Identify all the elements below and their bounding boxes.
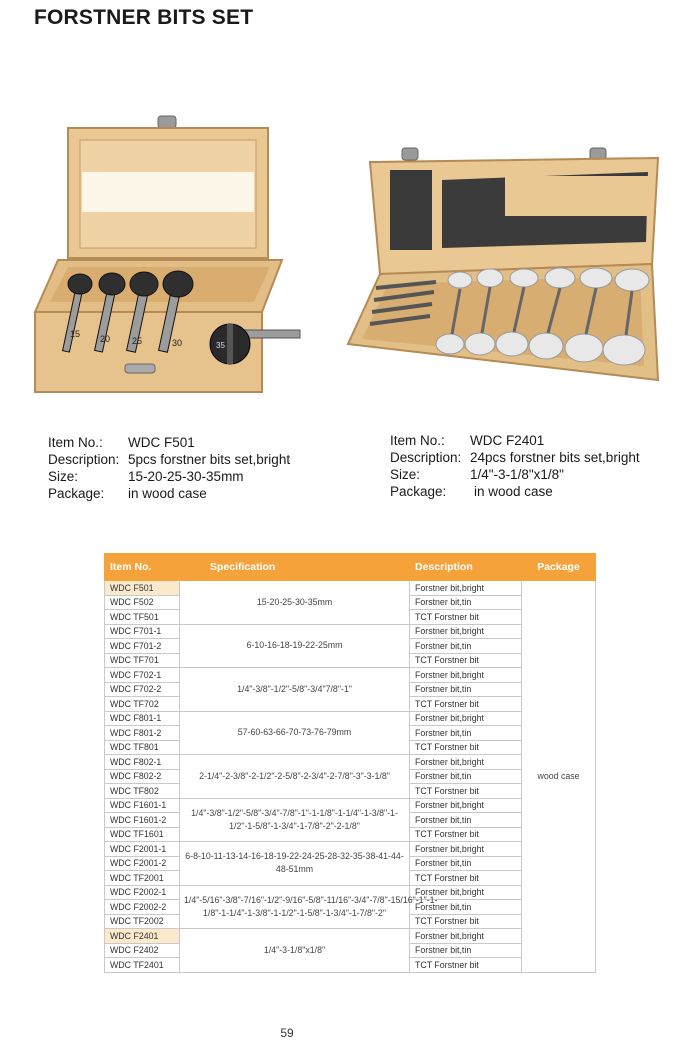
specification-cell: 1/4"-3/8"-1/2"-5/8"-3/4"7/8"-1" bbox=[180, 668, 410, 712]
product-info-f501 bbox=[48, 434, 290, 502]
description-cell: TCT Forstner bit bbox=[410, 610, 522, 625]
description-cell: Forstner bit,tin bbox=[410, 726, 522, 741]
description-cell: Forstner bit,tin bbox=[410, 769, 522, 784]
header-item-no: Item No. bbox=[105, 554, 180, 581]
description-value: 24pcs forstner bits set,bright bbox=[470, 450, 640, 465]
specification-cell: 2-1/4"-2-3/8"-2-1/2"-2-5/8"-2-3/4"-2-7/8"-3"-3-1/8" bbox=[180, 755, 410, 799]
description-cell: Forstner bit,bright bbox=[410, 842, 522, 857]
description-cell: TCT Forstner bit bbox=[410, 784, 522, 799]
bit-label-30: 30 bbox=[172, 338, 183, 348]
size-label: Size: bbox=[48, 469, 79, 484]
specification-cell: 1/4"-5/16"-3/8"-7/16"-1/2"-9/16"-5/8"-11/16"-3/4"-7/8"-15/16"-1"-1-1/8"-1-1/4"-1-3/8"-1-1/2"-1-5/8"-1-3/4"-1-7/8"-2" bbox=[180, 885, 410, 929]
size-label: Size: bbox=[390, 467, 421, 482]
description-cell: Forstner bit,bright bbox=[410, 798, 522, 813]
bit-label-25: 25 bbox=[132, 336, 143, 346]
specification-cell: 15-20-25-30-35mm bbox=[180, 581, 410, 625]
description-cell: Forstner bit,tin bbox=[410, 639, 522, 654]
item-no-cell: WDC TF1601 bbox=[105, 827, 180, 842]
item-no-cell: WDC F2001-2 bbox=[105, 856, 180, 871]
specification-cell: 1/4"-3/8"-1/2"-5/8"-3/4"-7/8"-1"-1-1/8"-1-1/4"-1-3/8"-1-1/2"-1-5/8"-1-3/4"-1-7/8"-2"-2-1/8" bbox=[180, 798, 410, 842]
item-no-cell: WDC F802-2 bbox=[105, 769, 180, 784]
description-cell: Forstner bit,bright bbox=[410, 668, 522, 683]
item-no-cell: WDC TF2401 bbox=[105, 958, 180, 973]
item-no-cell: WDC F1601-1 bbox=[105, 798, 180, 813]
product-photo-f2401 bbox=[340, 144, 665, 394]
item-no-cell: WDC F2002-2 bbox=[105, 900, 180, 915]
item-no-cell: WDC F2001-1 bbox=[105, 842, 180, 857]
item-no-cell: WDC TF2002 bbox=[105, 914, 180, 929]
package-cell: wood case bbox=[522, 581, 596, 973]
package-value: in wood case bbox=[474, 484, 553, 499]
description-value: 5pcs forstner bits set,bright bbox=[128, 452, 291, 467]
item-no-label: Item No.: bbox=[48, 435, 103, 450]
specification-cell: 1/4"-3-1/8"x1/8" bbox=[180, 929, 410, 973]
table-row bbox=[105, 581, 596, 596]
product-photo-f501 bbox=[30, 112, 305, 397]
item-no-cell: WDC F2402 bbox=[105, 943, 180, 958]
description-cell: TCT Forstner bit bbox=[410, 958, 522, 973]
size-value: 1/4"-3-1/8"x1/8" bbox=[470, 467, 564, 482]
description-cell: Forstner bit,bright bbox=[410, 755, 522, 770]
bit-label-15: 15 bbox=[70, 329, 81, 339]
item-no-cell: WDC F502 bbox=[105, 595, 180, 610]
table-header-row bbox=[105, 554, 596, 581]
description-cell: TCT Forstner bit bbox=[410, 827, 522, 842]
item-no-cell: WDC F802-1 bbox=[105, 755, 180, 770]
description-cell: Forstner bit,bright bbox=[410, 929, 522, 944]
item-no-cell: WDC F701-1 bbox=[105, 624, 180, 639]
item-no-cell: WDC F801-1 bbox=[105, 711, 180, 726]
item-no-cell: WDC F801-2 bbox=[105, 726, 180, 741]
item-no-cell: WDC F501 bbox=[105, 581, 180, 596]
specification-cell: 57-60-63-66-70-73-76-79mm bbox=[180, 711, 410, 755]
item-no-cell: WDC F2002-1 bbox=[105, 885, 180, 900]
size-value: 15-20-25-30-35mm bbox=[128, 469, 244, 484]
description-label: Description: bbox=[48, 452, 120, 467]
item-no-value: WDC F501 bbox=[128, 435, 195, 450]
package-value: in wood case bbox=[128, 486, 207, 501]
header-package: Package bbox=[522, 554, 596, 581]
item-no-cell: WDC F2401 bbox=[105, 929, 180, 944]
item-no-value: WDC F2401 bbox=[470, 433, 545, 448]
page-number: 59 bbox=[280, 1026, 294, 1040]
header-specification: Specification bbox=[180, 554, 410, 581]
item-no-cell: WDC F702-1 bbox=[105, 668, 180, 683]
description-cell: TCT Forstner bit bbox=[410, 871, 522, 886]
item-no-cell: WDC F702-2 bbox=[105, 682, 180, 697]
description-cell: Forstner bit,bright bbox=[410, 711, 522, 726]
item-no-cell: WDC TF801 bbox=[105, 740, 180, 755]
package-label: Package: bbox=[390, 484, 447, 499]
spec-table bbox=[104, 553, 596, 973]
description-cell: Forstner bit,tin bbox=[410, 682, 522, 697]
description-cell: Forstner bit,bright bbox=[410, 581, 522, 596]
item-no-cell: WDC TF802 bbox=[105, 784, 180, 799]
description-label: Description: bbox=[390, 450, 462, 465]
page-title: FORSTNER BITS SET bbox=[34, 6, 254, 29]
package-label: Package: bbox=[48, 486, 105, 501]
description-cell: TCT Forstner bit bbox=[410, 914, 522, 929]
item-no-cell: WDC TF2001 bbox=[105, 871, 180, 886]
item-no-cell: WDC F701-2 bbox=[105, 639, 180, 654]
description-cell: Forstner bit,tin bbox=[410, 943, 522, 958]
description-cell: TCT Forstner bit bbox=[410, 697, 522, 712]
specification-cell: 6-10-16-18-19-22-25mm bbox=[180, 624, 410, 668]
bit-label-20: 20 bbox=[100, 334, 111, 344]
item-no-cell: WDC F1601-2 bbox=[105, 813, 180, 828]
product-info-f2401 bbox=[390, 432, 640, 500]
item-no-cell: WDC TF702 bbox=[105, 697, 180, 712]
description-cell: Forstner bit,tin bbox=[410, 900, 522, 915]
bit-label-35: 35 bbox=[216, 341, 225, 350]
header-description: Description bbox=[410, 554, 522, 581]
item-no-cell: WDC TF501 bbox=[105, 610, 180, 625]
description-cell: Forstner bit,bright bbox=[410, 624, 522, 639]
description-cell: Forstner bit,tin bbox=[410, 856, 522, 871]
description-cell: Forstner bit,tin bbox=[410, 595, 522, 610]
description-cell: TCT Forstner bit bbox=[410, 653, 522, 668]
description-cell: Forstner bit,tin bbox=[410, 813, 522, 828]
item-no-label: Item No.: bbox=[390, 433, 445, 448]
specification-cell: 6-8-10-11-13-14-16-18-19-22-24-25-28-32-35-38-41-44-48-51mm bbox=[180, 842, 410, 886]
item-no-cell: WDC TF701 bbox=[105, 653, 180, 668]
description-cell: TCT Forstner bit bbox=[410, 740, 522, 755]
description-cell: Forstner bit,bright bbox=[410, 885, 522, 900]
